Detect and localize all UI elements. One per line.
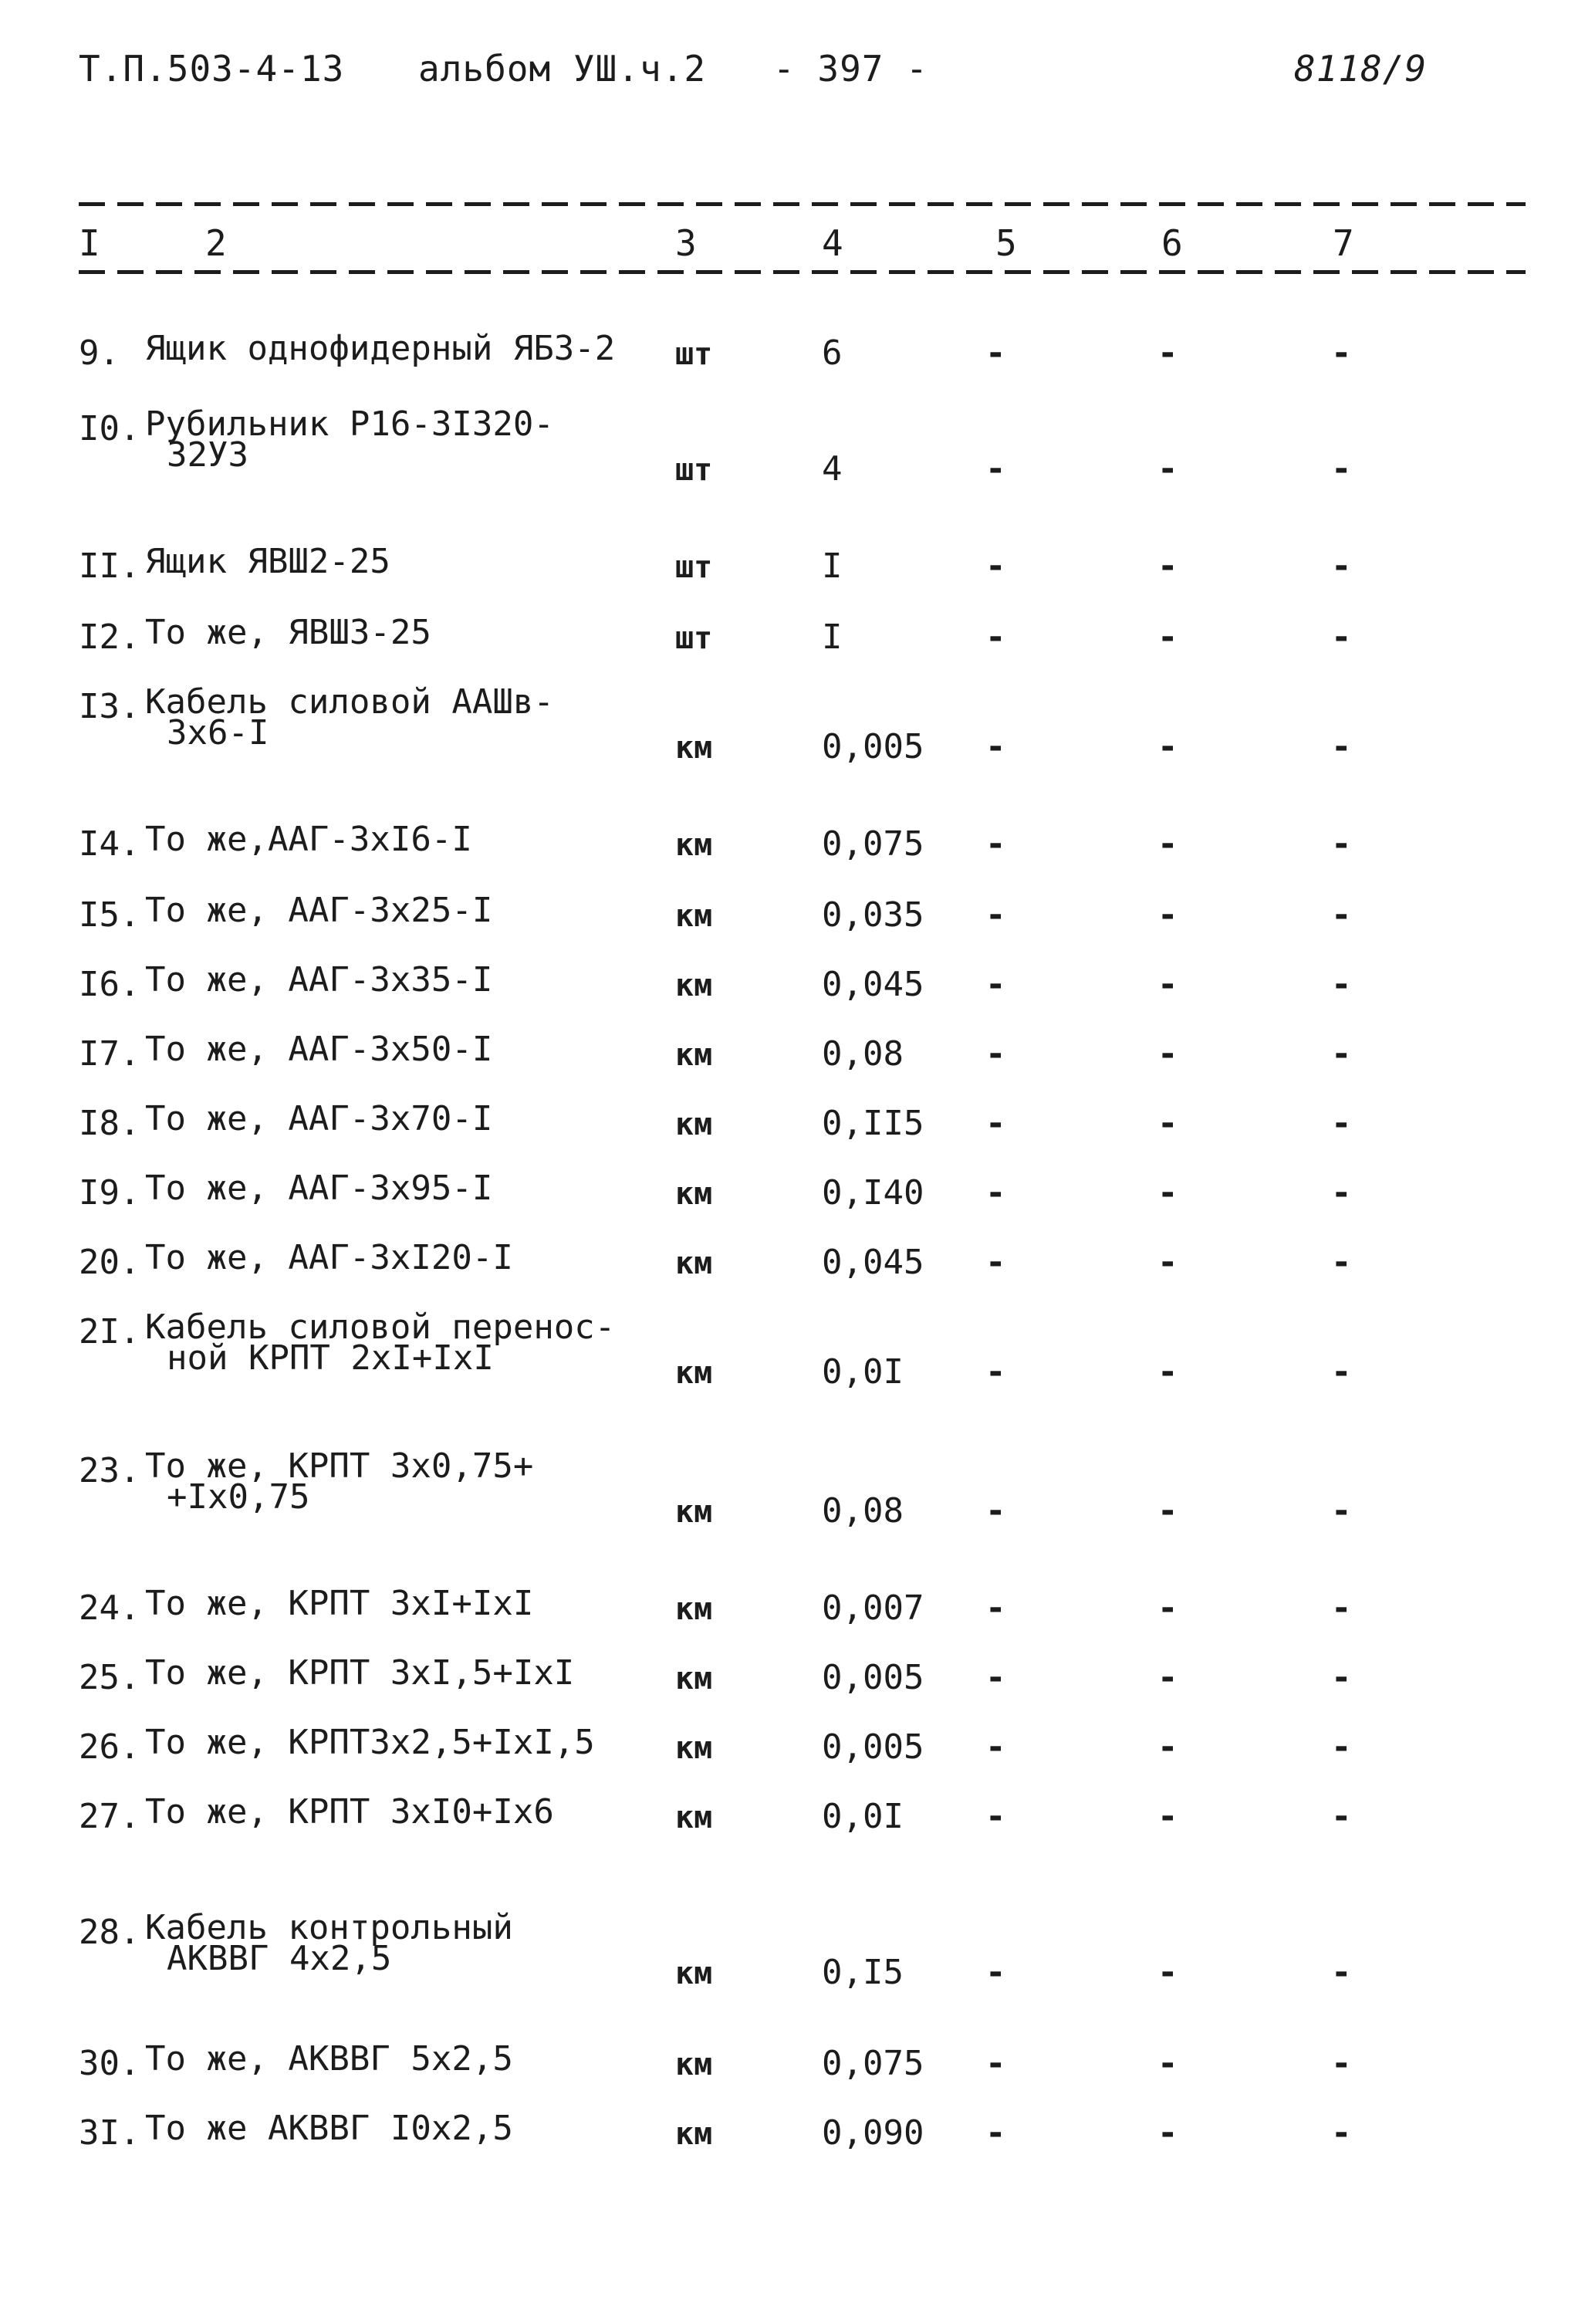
- item-name: [145, 613, 431, 652]
- column-5-cell: -: [985, 1173, 1006, 1213]
- column-5-cell: -: [985, 895, 1006, 935]
- item-name-line: АКВВГ 4х2,5: [167, 1939, 392, 1978]
- item-name-line: Ящик ЯВШ2-25: [145, 542, 390, 581]
- column-6-cell: -: [1157, 1104, 1178, 1143]
- item-number: 30.: [79, 2044, 140, 2083]
- unit-cell: км: [675, 1107, 713, 1142]
- column-5-cell: -: [985, 617, 1006, 657]
- item-name: [145, 1238, 513, 1277]
- unit-cell: км: [675, 1956, 713, 1991]
- column-7-cell: -: [1331, 2113, 1352, 2153]
- column-7-cell: -: [1331, 1727, 1352, 1767]
- column-5-cell: -: [985, 1243, 1006, 1282]
- item-name: [145, 1030, 493, 1069]
- item-name: [145, 329, 616, 368]
- unit-cell: км: [675, 1730, 713, 1766]
- column-7-cell: -: [1331, 1491, 1352, 1531]
- column-7-cell: -: [1331, 1588, 1352, 1628]
- column-5-cell: -: [985, 1658, 1006, 1697]
- column-6-cell: -: [1157, 2044, 1178, 2083]
- quantity-cell: 0,005: [822, 1727, 924, 1767]
- item-number: 2I.: [79, 1312, 140, 1351]
- item-name-line: Кабель контрольный: [145, 1908, 513, 1947]
- unit-cell: шт: [675, 550, 713, 585]
- item-name: [145, 891, 493, 930]
- top-dashed-rule: [79, 202, 1526, 206]
- unit-cell: км: [675, 2116, 713, 2152]
- column-7-cell: -: [1331, 1104, 1352, 1143]
- item-number: I5.: [79, 895, 140, 935]
- item-number: 20.: [79, 1243, 140, 1282]
- item-number: I4.: [79, 824, 140, 864]
- item-name: [145, 2039, 513, 2079]
- column-7-cell: -: [1331, 727, 1352, 766]
- item-name: [145, 2109, 513, 2148]
- column-6-cell: -: [1157, 1588, 1178, 1628]
- item-name: [145, 1099, 493, 1138]
- column-5-cell: -: [985, 727, 1006, 766]
- unit-cell: км: [675, 1037, 713, 1073]
- item-number: 27.: [79, 1797, 140, 1836]
- column-5-cell: -: [985, 1797, 1006, 1836]
- quantity-cell: 0,005: [822, 1658, 924, 1697]
- quantity-cell: 0,035: [822, 895, 924, 935]
- item-name-line: То же, КРПТ3х2,5+IхI,5: [145, 1723, 595, 1762]
- item-name-line: 3х6-I: [167, 713, 269, 753]
- document-code: Т.П.503-4-13: [79, 48, 345, 90]
- unit-cell: км: [675, 1355, 713, 1391]
- column-number-3: 3: [675, 222, 697, 264]
- column-7-cell: -: [1331, 824, 1352, 864]
- item-number: I8.: [79, 1104, 140, 1143]
- quantity-cell: 0,075: [822, 824, 924, 864]
- column-7-cell: -: [1331, 1797, 1352, 1836]
- column-number-7: 7: [1333, 222, 1354, 264]
- item-name: [145, 1908, 513, 1978]
- item-name-line: То же, ААГ-3хI20-I: [145, 1238, 513, 1277]
- quantity-cell: 0,08: [822, 1491, 904, 1531]
- column-5-cell: -: [985, 1491, 1006, 1531]
- item-name-line: То же, ААГ-3х50-I: [145, 1030, 493, 1069]
- item-name-line: ной КРПТ 2хI+IхI: [167, 1338, 494, 1378]
- column-6-cell: -: [1157, 1658, 1178, 1697]
- item-number: 28.: [79, 1913, 140, 1952]
- column-6-cell: -: [1157, 546, 1178, 586]
- album-label: альбом УШ.ч.2: [418, 48, 707, 90]
- unit-cell: км: [675, 1800, 713, 1835]
- item-number: I3.: [79, 687, 140, 726]
- column-7-cell: -: [1331, 2044, 1352, 2083]
- item-number: 23.: [79, 1451, 140, 1490]
- quantity-cell: 0,007: [822, 1588, 924, 1628]
- unit-cell: км: [675, 730, 713, 766]
- item-name-line: То же, КРПТ 3хI0+Iх6: [145, 1792, 554, 1832]
- unit-cell: шт: [675, 337, 713, 372]
- column-6-cell: -: [1157, 1727, 1178, 1767]
- column-5-cell: -: [985, 2044, 1006, 2083]
- page-number: - 397 -: [773, 48, 928, 90]
- item-name: [145, 682, 554, 753]
- item-name-line: То же, ААГ-3х70-I: [145, 1099, 493, 1138]
- item-name-line: 32У3: [167, 435, 248, 475]
- column-number-5: 5: [995, 222, 1017, 264]
- column-6-cell: -: [1157, 1953, 1178, 1992]
- quantity-cell: 4: [822, 449, 843, 489]
- item-number: 25.: [79, 1658, 140, 1697]
- column-7-cell: -: [1331, 333, 1352, 373]
- item-name: [145, 1446, 534, 1517]
- item-number: 3I.: [79, 2113, 140, 2153]
- item-name: [145, 542, 390, 581]
- quantity-cell: 0,08: [822, 1034, 904, 1074]
- quantity-cell: 0,0I: [822, 1352, 904, 1392]
- column-7-cell: -: [1331, 895, 1352, 935]
- item-name: [145, 1653, 575, 1693]
- column-5-cell: -: [985, 1352, 1006, 1392]
- item-name-line: То же, ЯВШ3-25: [145, 613, 431, 652]
- item-name: [145, 1169, 493, 1208]
- item-number: 26.: [79, 1727, 140, 1767]
- column-5-cell: -: [985, 1727, 1006, 1767]
- quantity-cell: 0,045: [822, 1243, 924, 1282]
- item-number: I2.: [79, 617, 140, 657]
- column-number-1: I: [79, 222, 100, 264]
- unit-cell: км: [675, 827, 713, 863]
- column-6-cell: -: [1157, 1243, 1178, 1282]
- column-number-6: 6: [1161, 222, 1183, 264]
- column-5-cell: -: [985, 1034, 1006, 1074]
- column-7-cell: -: [1331, 1173, 1352, 1213]
- unit-cell: км: [675, 2047, 713, 2082]
- column-5-cell: -: [985, 965, 1006, 1004]
- item-name-line: То же, КРПТ 3х0,75+: [145, 1446, 534, 1486]
- header-dashed-rule: [79, 270, 1526, 274]
- column-5-cell: -: [985, 1953, 1006, 1992]
- unit-cell: км: [675, 1494, 713, 1530]
- item-name-line: То же, КРПТ 3хI+IхI: [145, 1584, 534, 1623]
- item-name-line: То же, КРПТ 3хI,5+IхI: [145, 1653, 575, 1693]
- column-7-cell: -: [1331, 1243, 1352, 1282]
- item-name-line: То же, ААГ-3х95-I: [145, 1169, 493, 1208]
- column-7-cell: -: [1331, 449, 1352, 489]
- column-5-cell: -: [985, 1588, 1006, 1628]
- item-name: [145, 960, 493, 1000]
- quantity-cell: I: [822, 617, 843, 657]
- item-name-line: То же,ААГ-3хI6-I: [145, 820, 472, 859]
- unit-cell: км: [675, 1176, 713, 1212]
- quantity-cell: 0,090: [822, 2113, 924, 2153]
- column-number-4: 4: [822, 222, 843, 264]
- item-number: 24.: [79, 1588, 140, 1628]
- column-number-2: 2: [205, 222, 227, 264]
- column-6-cell: -: [1157, 824, 1178, 864]
- item-number: I6.: [79, 965, 140, 1004]
- column-7-cell: -: [1331, 1658, 1352, 1697]
- column-5-cell: -: [985, 546, 1006, 586]
- item-number: I0.: [79, 409, 140, 448]
- column-7-cell: -: [1331, 1352, 1352, 1392]
- item-number: I7.: [79, 1034, 140, 1074]
- item-name-line: Рубильник Р16-3I320-: [145, 404, 554, 444]
- unit-cell: км: [675, 1246, 713, 1281]
- column-5-cell: -: [985, 333, 1006, 373]
- column-6-cell: -: [1157, 449, 1178, 489]
- item-name: [145, 1792, 554, 1832]
- item-number: 9.: [79, 333, 120, 373]
- column-6-cell: -: [1157, 1034, 1178, 1074]
- column-6-cell: -: [1157, 1797, 1178, 1836]
- item-name-line: То же, АКВВГ 5х2,5: [145, 2039, 513, 2079]
- unit-cell: шт: [675, 621, 713, 656]
- item-name-line: То же АКВВГ I0х2,5: [145, 2109, 513, 2148]
- column-7-cell: -: [1331, 546, 1352, 586]
- column-6-cell: -: [1157, 1352, 1178, 1392]
- column-6-cell: -: [1157, 2113, 1178, 2153]
- item-name: [145, 1307, 616, 1378]
- item-number: II.: [79, 546, 140, 586]
- column-6-cell: -: [1157, 1491, 1178, 1531]
- quantity-cell: 0,I40: [822, 1173, 924, 1213]
- unit-cell: шт: [675, 452, 713, 488]
- item-name-line: Ящик однофидерный ЯБЗ-2: [145, 329, 616, 368]
- column-7-cell: -: [1331, 1034, 1352, 1074]
- column-6-cell: -: [1157, 895, 1178, 935]
- quantity-cell: 0,0I: [822, 1797, 904, 1836]
- column-6-cell: -: [1157, 1173, 1178, 1213]
- item-name-line: То же, ААГ-3х35-I: [145, 960, 493, 1000]
- column-5-cell: -: [985, 1104, 1006, 1143]
- unit-cell: км: [675, 898, 713, 934]
- column-7-cell: -: [1331, 1953, 1352, 1992]
- quantity-cell: 0,II5: [822, 1104, 924, 1143]
- column-7-cell: -: [1331, 617, 1352, 657]
- item-name-line: Кабель силовой ААШв-: [145, 682, 554, 722]
- column-5-cell: -: [985, 824, 1006, 864]
- sheet-number: 8118/9: [1294, 48, 1428, 90]
- item-number: I9.: [79, 1173, 140, 1213]
- column-5-cell: -: [985, 2113, 1006, 2153]
- column-6-cell: -: [1157, 727, 1178, 766]
- column-6-cell: -: [1157, 965, 1178, 1004]
- quantity-cell: 6: [822, 333, 843, 373]
- quantity-cell: 0,I5: [822, 1953, 904, 1992]
- quantity-cell: 0,075: [822, 2044, 924, 2083]
- item-name: [145, 820, 472, 859]
- quantity-cell: I: [822, 546, 843, 586]
- item-name: [145, 1584, 534, 1623]
- column-6-cell: -: [1157, 617, 1178, 657]
- item-name-line: То же, ААГ-3х25-I: [145, 891, 493, 930]
- item-name: [145, 404, 554, 475]
- quantity-cell: 0,005: [822, 727, 924, 766]
- unit-cell: км: [675, 1661, 713, 1696]
- column-7-cell: -: [1331, 965, 1352, 1004]
- unit-cell: км: [675, 1592, 713, 1627]
- unit-cell: км: [675, 968, 713, 1003]
- quantity-cell: 0,045: [822, 965, 924, 1004]
- item-name: [145, 1723, 595, 1762]
- item-name-line: +Iх0,75: [167, 1477, 310, 1517]
- column-6-cell: -: [1157, 333, 1178, 373]
- column-5-cell: -: [985, 449, 1006, 489]
- item-name-line: Кабель силовой перенос-: [145, 1307, 616, 1347]
